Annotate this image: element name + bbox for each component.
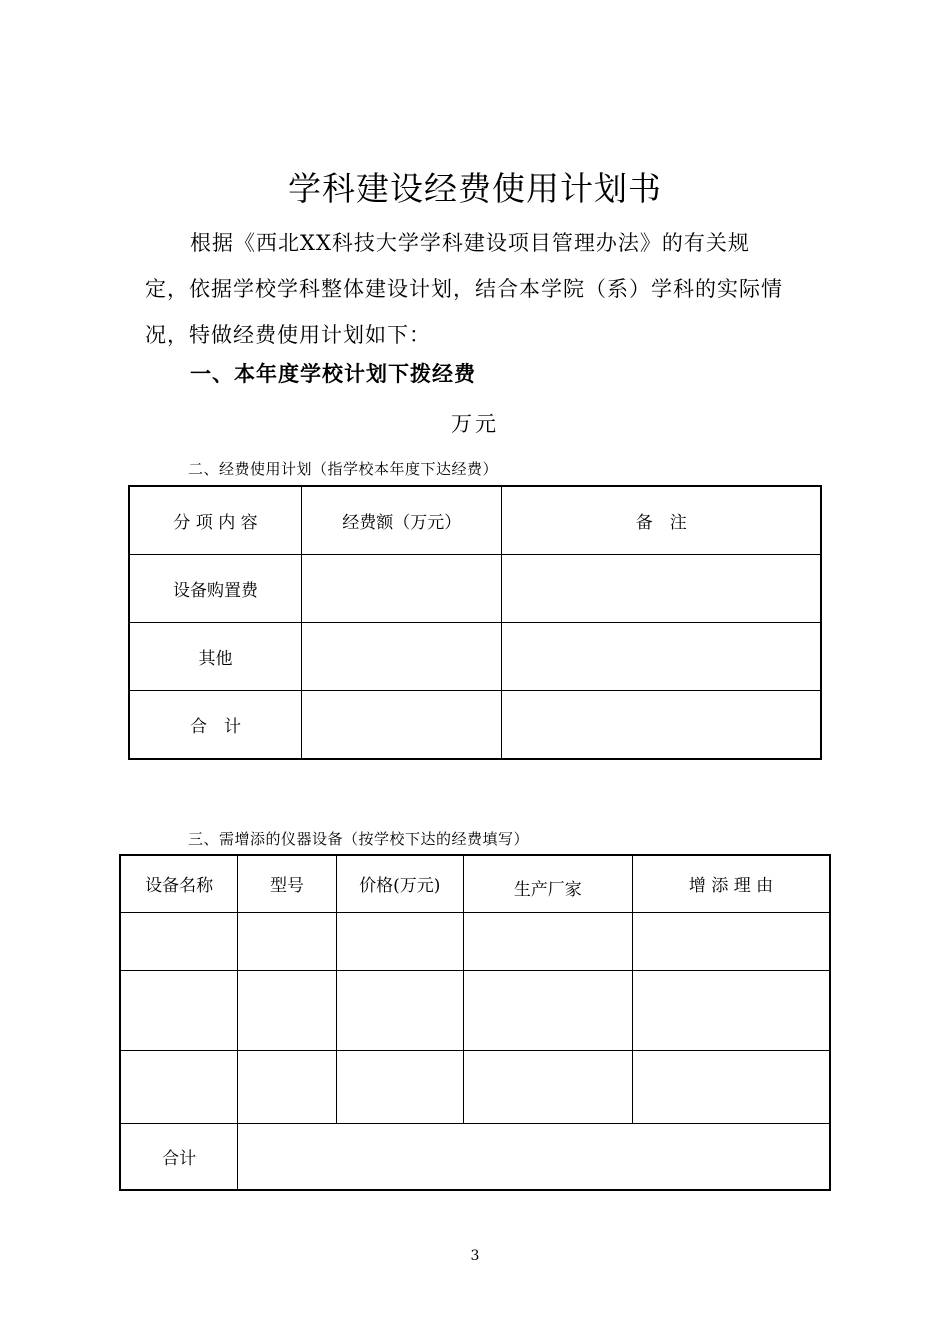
section-3-caption: 三、需增添的仪器设备（按学校下达的经费填写）	[188, 830, 530, 848]
table-row	[129, 623, 821, 691]
table-row	[120, 912, 830, 970]
header-reason: 增 添 理 由	[633, 855, 830, 912]
amount-cell[interactable]	[302, 691, 502, 760]
header-model: 型号	[238, 855, 337, 912]
price-cell[interactable]	[336, 912, 463, 970]
total-value-cell[interactable]	[238, 1123, 830, 1190]
row-label-equipment: 设备购置费	[129, 555, 302, 623]
intro-line-2: 定，依据学校学科整体建设计划，结合本学院（系）学科的实际情	[145, 277, 783, 301]
reason-cell[interactable]	[633, 1050, 830, 1123]
model-cell[interactable]	[238, 1050, 337, 1123]
section-1-heading: 一、本年度学校计划下拨经费	[190, 362, 476, 386]
table-row	[129, 555, 821, 623]
header-item: 分 项 内 容	[129, 486, 302, 555]
header-price: 价格(万元)	[336, 855, 463, 912]
equipment-name-cell[interactable]	[120, 1050, 238, 1123]
manufacturer-cell[interactable]	[463, 912, 633, 970]
amount-cell[interactable]	[302, 555, 502, 623]
reason-cell[interactable]	[633, 970, 830, 1050]
equipment-table	[119, 854, 831, 1191]
header-equipment-name: 设备名称	[120, 855, 238, 912]
remarks-cell[interactable]	[502, 691, 821, 760]
model-cell[interactable]	[238, 912, 337, 970]
remarks-cell[interactable]	[502, 623, 821, 691]
intro-paragraph	[145, 220, 825, 358]
document-title: 学科建设经费使用计划书	[288, 169, 662, 208]
intro-line-3: 况，特做经费使用计划如下：	[145, 323, 431, 347]
header-amount: 经费额（万元）	[302, 486, 502, 555]
amount-cell[interactable]	[302, 623, 502, 691]
section-2-caption: 二、经费使用计划（指学校本年度下达经费）	[188, 460, 499, 478]
reason-cell[interactable]	[633, 912, 830, 970]
table-total-row	[120, 1123, 830, 1190]
table-row	[120, 970, 830, 1050]
equipment-name-cell[interactable]	[120, 970, 238, 1050]
header-manufacturer: 生产厂家	[463, 855, 633, 912]
total-label: 合计	[120, 1123, 238, 1190]
remarks-cell[interactable]	[502, 555, 821, 623]
funding-plan-table	[128, 485, 822, 760]
section-1-unit: 万元	[451, 412, 499, 436]
row-label-total: 合 计	[129, 691, 302, 760]
table-row	[120, 1050, 830, 1123]
table-header-row	[129, 486, 821, 555]
row-label-other: 其他	[129, 623, 302, 691]
price-cell[interactable]	[336, 1050, 463, 1123]
manufacturer-cell[interactable]	[463, 970, 633, 1050]
page-number: 3	[470, 1248, 480, 1264]
price-cell[interactable]	[336, 970, 463, 1050]
equipment-name-cell[interactable]	[120, 912, 238, 970]
header-remarks: 备 注	[502, 486, 821, 555]
table-header-row	[120, 855, 830, 912]
intro-line-1: 根据《西北XX科技大学学科建设项目管理办法》的有关规	[190, 231, 750, 255]
table-row	[129, 691, 821, 760]
model-cell[interactable]	[238, 970, 337, 1050]
manufacturer-cell[interactable]	[463, 1050, 633, 1123]
